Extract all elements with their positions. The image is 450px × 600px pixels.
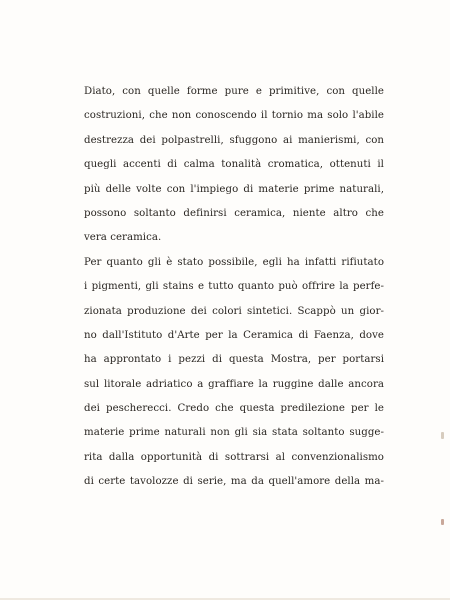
text-line: Diato, con quelle forme pure e primitive, con quelle [84, 86, 384, 97]
paper-speck [441, 519, 444, 525]
text-line: più delle volte con l'impiego di materie prime naturali, [84, 183, 384, 195]
text-line: sul litorale adriatico a graffiare la ruggine dalle ancora [84, 378, 384, 390]
text-line: quegli accenti di calma tonalità cromatica, ottenuti il [84, 159, 384, 171]
text-line: rita dalla opportunità di sottrarsi al convenzionalismo [84, 451, 384, 463]
paragraph-2 [84, 251, 384, 495]
text-line: di certe tavolozze di serie, ma da quell'amore della ma- [84, 476, 384, 488]
text-line: zionata produzione dei colori sintetici. Scappò un gior- [84, 305, 384, 317]
text-line: Per quanto gli è stato possibile, egli ha infatti rifiutato [84, 256, 384, 268]
text-line: dei pescherecci. Credo che questa predilezione per le [84, 403, 384, 415]
text-line: possono soltanto definirsi ceramica, niente altro che [84, 207, 384, 219]
paragraph-1 [84, 80, 384, 251]
paper-speck [441, 432, 444, 439]
text-line: no dall'Istituto d'Arte per la Ceramica di Faenza, dove [84, 329, 384, 341]
text-line: ha approntato i pezzi di questa Mostra, per portarsi [84, 354, 384, 366]
body-text [84, 80, 384, 495]
text-line: destrezza dei polpastrelli, sfuggono ai manierismi, con [84, 134, 384, 146]
text-line: i pigmenti, gli stains e tutto quanto può offrire la perfe- [84, 281, 384, 293]
text-line: materie prime naturali non gli sia stata soltanto sugge- [84, 427, 384, 439]
text-line: vera ceramica. [84, 232, 162, 244]
text-line: costruzioni, che non conoscendo il tornio ma solo l'abile [84, 110, 384, 122]
